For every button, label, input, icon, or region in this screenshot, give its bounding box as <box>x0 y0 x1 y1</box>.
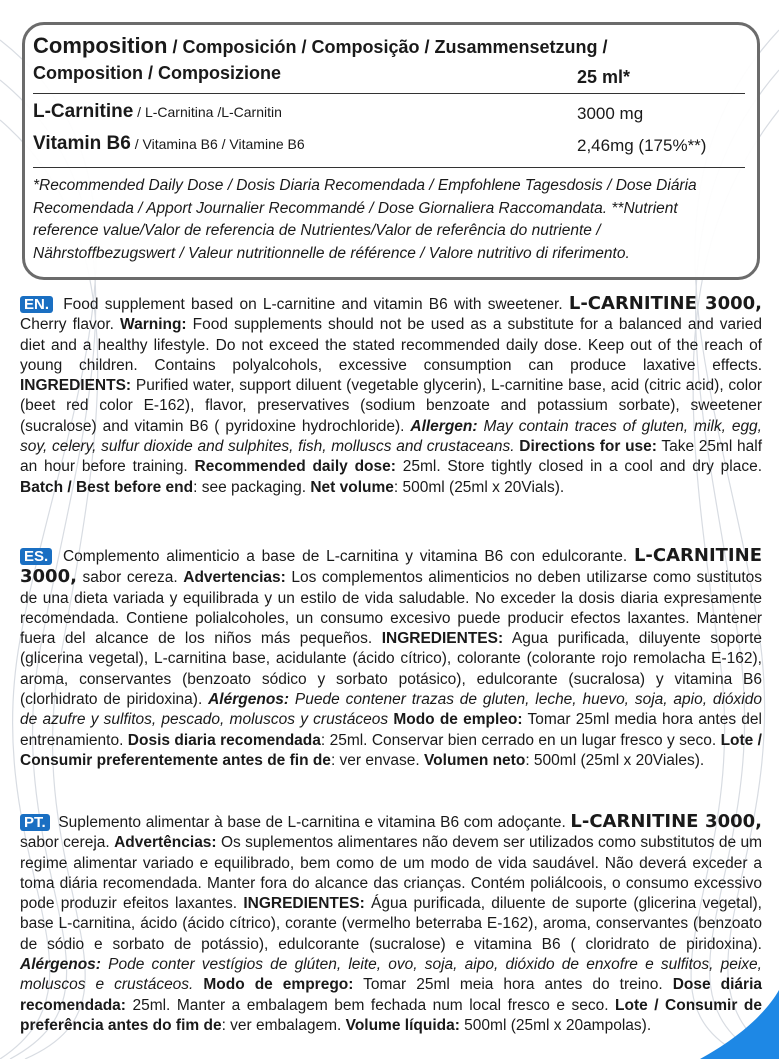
dose-header: 25 ml* <box>577 67 631 87</box>
label-batch: Batch / Best before end <box>20 478 194 496</box>
allergen-text: Pode conter vestígios de glúten, leite, ovo, soja, aipo, dióxido de enxofre e sulfitos, peixe, moluscos e crustáceos. <box>20 956 762 994</box>
text: Água purificada, diluente de suporte (glicerina vegetal), base L-carnitina, ácido (ácido cítrico), corante (vermelho beterraba E-162), aroma, conservantes (benzoato de sódio e sorbato de potássio), edulcorante (sucralose) e vitamina B6 ( cloridrato de piridoxina). <box>20 895 762 953</box>
label-ingredients: INGREDIENTES: <box>243 895 365 913</box>
label-directions: Directions for use: <box>519 438 657 456</box>
text: : ver envase. <box>330 751 424 769</box>
section-spanish <box>20 546 762 771</box>
text: Purified water, support diluent (vegetable glycerin), L-carnitine base, acid (citric acid), color (beet red color E-162), flavor, preservatives (sodium benzoate and potassium sorbate), sweetener (sucralose) and vitamin B6 ( pyridoxine hydrochloride). <box>20 377 762 435</box>
label-warning: Advertências: <box>114 834 217 852</box>
language-badge-en: EN. <box>20 296 53 313</box>
composition-title <box>33 33 753 86</box>
text: : 500ml (25ml x 20Viales). <box>525 751 705 769</box>
text: 25ml. Store tightly closed in a cool and dry place. <box>395 458 762 476</box>
allergen-text: May contain traces of gluten, milk, egg, soy, celery, sulfur dioxide and sulphites, fish, molluscs and crustaceans. <box>20 417 762 456</box>
label-warning: Advertencias: <box>183 569 286 587</box>
label-net-volume: Volumen neto <box>423 751 526 769</box>
label-allergen: Allergen: <box>410 417 478 435</box>
text: sabor cereja. <box>20 834 115 852</box>
nutrient-value: 3000 mg <box>577 104 644 123</box>
composition-footnote: *Recommended Daily Dose / Dosis Diaria Recomendada / Empfohlene Tagesdosis / Dose Diária Recomendada / Apport Journalier Recommandé / Dose Giornaliera Raccomandata. **Nutrient reference value/Valor de referencia de Nutrientes/Valor de referência do nutriente / Nährstoffbezugswert / Valeur nutritionnelle de référence / Valore nutritivo di riferimento. <box>33 177 697 262</box>
text: Tomar 25ml meia hora antes do treino. <box>353 976 673 994</box>
nutrient-name: Vitamin B6 <box>33 133 131 154</box>
label-allergen: Alérgenos: <box>20 956 101 974</box>
text: Take 25ml half an hour before training. <box>20 438 763 476</box>
label-daily-dose: Dosis diaria recomendada <box>127 731 321 749</box>
nutrient-name: L-Carnitine <box>33 101 134 122</box>
product-name: L-CARNITINE 3000, <box>20 545 762 588</box>
language-badge-es: ES. <box>20 548 52 565</box>
text: : 25ml. Conservar bien cerrado en un lugar fresco y seco. <box>320 731 721 749</box>
text: Los complementos alimenticios no deben utilizarse como sustitutos de una dieta variada y equilibrada y un estilo de vida saludable. No exceder la dosis diaria expresamente recomendada. Contiene polialcoholes, un consumo excesivo puede producir efectos laxantes. Mantener fuera del alcance de los niños más pequeños. <box>20 569 762 648</box>
text: Tomar 25ml media hora antes del entrenamiento. <box>20 711 762 749</box>
label-daily-dose: Dose diária recomendada: <box>20 976 762 1014</box>
label-directions: Modo de emprego: <box>203 976 354 994</box>
text: Cherry flavor. <box>20 316 121 334</box>
label-daily-dose: Recommended daily dose: <box>194 458 396 476</box>
label-allergen: Alérgenos: <box>208 691 290 709</box>
text: 500ml (25ml x 20ampolas). <box>459 1016 652 1034</box>
language-badge-pt: PT. <box>20 814 50 831</box>
nutrient-translations: / Vitamina B6 / Vitamine B6 <box>130 136 305 152</box>
composition-title-line2: Composition / Composizione <box>33 63 281 83</box>
text: Suplemento alimentar à base de L-carnitina e vitamina B6 com adoçante. <box>53 814 571 831</box>
composition-title-translations: / Composición / Composição / Zusammensetzung / <box>167 37 608 57</box>
nutrient-row-l-carnitine <box>33 101 644 123</box>
product-name: L-CARNITINE 3000, <box>570 811 762 832</box>
nutrient-row-vitamin-b6 <box>33 133 707 155</box>
section-english <box>20 294 762 498</box>
text: : ver embalagem. <box>221 1016 346 1034</box>
text: Agua purificada, diluyente soporte (glicerina vegetal), L-carnitina base, acidulante (ácido cítrico), colorante (colorante rojo remolacha E-162), aroma, conservantes (benzoato sódico y sorbato potásico), edulcorante (sucralosa) y vitamina B6 (clorhidrato de piridoxina). <box>20 630 762 709</box>
text: Complemento alimenticio a base de L-carnitina y vitamina B6 con edulcorante. <box>56 548 634 565</box>
nutrient-value: 2,46mg (175%**) <box>577 136 707 155</box>
text: sabor cereza. <box>76 569 184 587</box>
label-ingredients: INGREDIENTES: <box>381 630 504 648</box>
label-ingredients: INGREDIENTS: <box>20 377 132 395</box>
label-net-volume: Net volume <box>310 478 394 496</box>
composition-title-main: Composition <box>33 33 168 58</box>
text: Os suplementos alimentares não devem ser utilizados como substitutos de um regime alimentar variado e equilibrado, bem como de um modo de vida saudável. Não deverá exceder a toma diária recomendada. Manter fora do alcance das crianças. Contém poliálcoois, o consumo excessivo pode produzir efeitos laxantes. <box>20 834 762 913</box>
allergen-text: Puede contener trazas de gluten, leche, huevo, soja, apio, dióxido de azufre y sulfitos, pescado, moluscos y crustáceos <box>20 691 762 729</box>
label-batch: Lote / Consumir de preferência antes do fim de <box>20 996 762 1034</box>
label-directions: Modo de empleo: <box>393 711 523 729</box>
text: Food supplement based on L-carnitine and vitamin B6 with sweetener. <box>57 296 569 313</box>
label-net-volume: Volume líquida: <box>345 1016 460 1034</box>
product-name: L-CARNITINE 3000, <box>568 293 762 314</box>
text: Food supplements should not be used as a substitute for a balanced and varied diet and a healthy lifestyle. Do not exceed the stated recommended daily dose. Keep out of the reach of young children. Contains polyalcohols, excessive consumption can produce laxative effects. <box>20 316 762 374</box>
label-warning: Warning: <box>120 316 187 334</box>
table-divider <box>33 167 745 168</box>
composition-table <box>22 22 760 280</box>
text: : 500ml (25ml x 20Vials). <box>393 478 565 496</box>
text: 25ml. Manter a embalagem bem fechada num local fresco e seco. <box>125 996 616 1014</box>
label-batch: Lote / Consumir preferentemente antes de fin de <box>20 731 762 769</box>
table-divider <box>33 93 745 94</box>
section-portuguese <box>20 812 762 1036</box>
nutrient-translations: / L-Carnitina /L-Carnitin <box>133 104 282 120</box>
text: : see packaging. <box>193 478 311 496</box>
